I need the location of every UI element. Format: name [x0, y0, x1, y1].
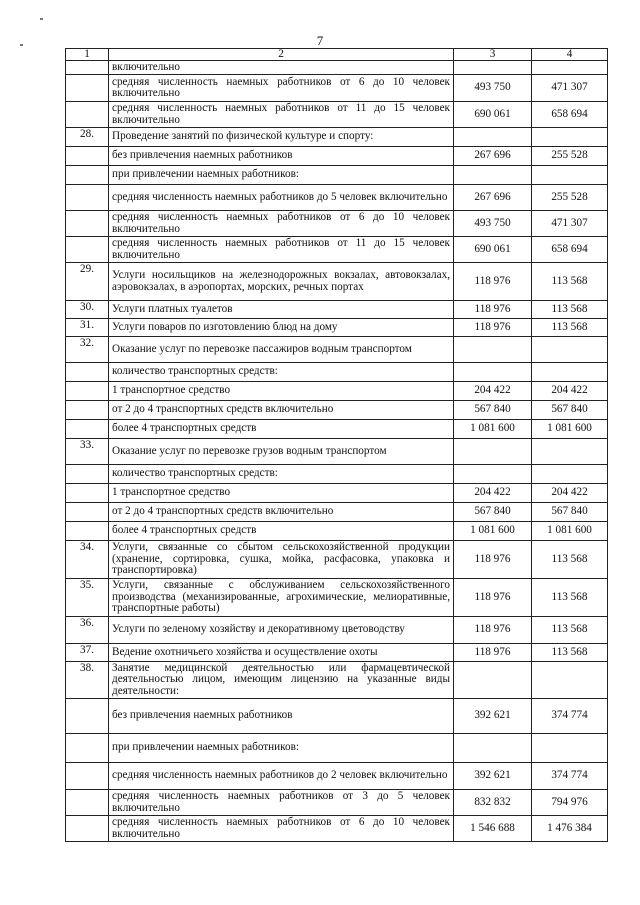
row-description: без привлечения наемных работников: [109, 147, 454, 166]
row-number: 33.: [66, 439, 109, 465]
table-row: [66, 790, 608, 816]
row-description: количество транспортных средств:: [109, 465, 454, 484]
table-row: [66, 522, 608, 541]
row-number: 31.: [66, 319, 109, 337]
row-description: средняя численность наемных работников до 5 человек включительно: [109, 185, 454, 211]
tax-rates-table: [65, 48, 608, 842]
row-number: [66, 816, 109, 842]
value-col4: 794 976: [532, 790, 608, 816]
page-number: 7: [316, 33, 324, 48]
value-col4: 113 568: [532, 644, 608, 662]
table-row: [66, 128, 608, 147]
row-description: Услуги, связанные со сбытом сельскохозяйственной продукции (хранение, сортировка, сушка, мойка, расфасовка, упаковка и транспортировка): [109, 541, 454, 579]
row-number: [66, 61, 109, 75]
row-description: при привлечении наемных работников:: [109, 166, 454, 185]
table-row: [66, 484, 608, 503]
row-description: средняя численность наемных работников до 2 человек включительно: [109, 763, 454, 790]
value-col3: 493 750: [454, 211, 532, 237]
row-number: [66, 382, 109, 401]
value-col4: 374 774: [532, 699, 608, 734]
value-col3: 392 621: [454, 763, 532, 790]
row-description: 1 транспортное средство: [109, 484, 454, 503]
row-description: от 2 до 4 транспортных средств включительно: [109, 401, 454, 420]
table-row: [66, 420, 608, 439]
row-description: Оказание услуг по перевозке пассажиров водным транспортом: [109, 337, 454, 363]
value-col4: [532, 166, 608, 185]
row-description: более 4 транспортных средств: [109, 420, 454, 439]
table-row: [66, 662, 608, 699]
table-row: [66, 185, 608, 211]
value-col4: [532, 439, 608, 465]
value-col3: 1 546 688: [454, 816, 532, 842]
row-number: [66, 790, 109, 816]
row-number: 35.: [66, 579, 109, 617]
table-row: [66, 211, 608, 237]
row-description: включительно: [109, 61, 454, 75]
row-number: [66, 102, 109, 128]
value-col3: 392 621: [454, 699, 532, 734]
row-number: [66, 401, 109, 420]
row-description: количество транспортных средств:: [109, 363, 454, 382]
value-col3: 267 696: [454, 147, 532, 166]
row-number: [66, 420, 109, 439]
value-col3: [454, 363, 532, 382]
table-row: [66, 382, 608, 401]
table-row: [66, 816, 608, 842]
value-col3: 567 840: [454, 401, 532, 420]
row-number: [66, 699, 109, 734]
header-cell: 4: [532, 49, 608, 61]
value-col4: [532, 337, 608, 363]
header-row: [66, 49, 608, 61]
table-row: [66, 147, 608, 166]
row-number: [66, 185, 109, 211]
value-col4: 113 568: [532, 617, 608, 644]
row-number: [66, 522, 109, 541]
value-col3: 118 976: [454, 301, 532, 319]
row-description: Услуги поваров по изготовлению блюд на дому: [109, 319, 454, 337]
value-col4: 113 568: [532, 263, 608, 301]
value-col3: [454, 128, 532, 147]
value-col4: [532, 363, 608, 382]
row-number: [66, 211, 109, 237]
value-col3: 118 976: [454, 263, 532, 301]
value-col3: 1 081 600: [454, 420, 532, 439]
row-number: 36.: [66, 617, 109, 644]
header-cell: 1: [66, 49, 109, 61]
value-col4: 113 568: [532, 301, 608, 319]
value-col3: 690 061: [454, 237, 532, 263]
row-number: [66, 734, 109, 763]
table-row: [66, 579, 608, 617]
table-row: [66, 102, 608, 128]
row-number: [66, 237, 109, 263]
value-col4: 255 528: [532, 185, 608, 211]
value-col4: 255 528: [532, 147, 608, 166]
row-number: [66, 763, 109, 790]
row-description: Занятие медицинской деятельностью или фармацевтической деятельностью лицом, имеющим лицензию на указанные виды деятельности:: [109, 662, 454, 699]
value-col3: 267 696: [454, 185, 532, 211]
table-row: [66, 301, 608, 319]
value-col4: [532, 662, 608, 699]
table-row: [66, 734, 608, 763]
row-description: при привлечении наемных работников:: [109, 734, 454, 763]
value-col4: [532, 734, 608, 763]
value-col3: [454, 662, 532, 699]
row-number: 29.: [66, 263, 109, 301]
header-cell: 3: [454, 49, 532, 61]
table-row: [66, 439, 608, 465]
row-number: 30.: [66, 301, 109, 319]
table-row: [66, 699, 608, 734]
row-number: 38.: [66, 662, 109, 699]
row-description: Услуги платных туалетов: [109, 301, 454, 319]
row-number: [66, 484, 109, 503]
table-row: [66, 617, 608, 644]
row-description: от 2 до 4 транспортных средств включительно: [109, 503, 454, 522]
table-row: [66, 75, 608, 102]
value-col4: 658 694: [532, 102, 608, 128]
value-col3: 204 422: [454, 484, 532, 503]
row-description: более 4 транспортных средств: [109, 522, 454, 541]
scan-speck: [20, 44, 23, 46]
row-number: [66, 75, 109, 102]
value-col4: 113 568: [532, 579, 608, 617]
value-col4: 1 081 600: [532, 420, 608, 439]
table-row: [66, 401, 608, 420]
value-col3: 1 081 600: [454, 522, 532, 541]
row-description: средняя численность наемных работников от 11 до 15 человек включительно: [109, 237, 454, 263]
row-description: средняя численность наемных работников от 11 до 15 человек включительно: [109, 102, 454, 128]
value-col3: [454, 439, 532, 465]
row-number: 28.: [66, 128, 109, 147]
value-col3: 118 976: [454, 319, 532, 337]
value-col4: 1 476 384: [532, 816, 608, 842]
table-row: [66, 263, 608, 301]
row-number: [66, 465, 109, 484]
value-col3: [454, 734, 532, 763]
value-col4: 113 568: [532, 541, 608, 579]
value-col4: 1 081 600: [532, 522, 608, 541]
value-col3: 118 976: [454, 644, 532, 662]
row-description: Услуги, связанные с обслуживанием сельскохозяйственного производства (механизированные, агрохимические, мелиоративные, транспортные работы): [109, 579, 454, 617]
row-number: 32.: [66, 337, 109, 363]
row-description: Оказание услуг по перевозке грузов водным транспортом: [109, 439, 454, 465]
header-cell: 2: [109, 49, 454, 61]
value-col4: 658 694: [532, 237, 608, 263]
row-number: [66, 147, 109, 166]
value-col3: 493 750: [454, 75, 532, 102]
value-col3: 832 832: [454, 790, 532, 816]
value-col4: 471 307: [532, 211, 608, 237]
value-col4: 374 774: [532, 763, 608, 790]
value-col4: 113 568: [532, 319, 608, 337]
table-row: [66, 465, 608, 484]
value-col3: 118 976: [454, 617, 532, 644]
row-number: [66, 503, 109, 522]
row-description: средняя численность наемных работников от 3 до 5 человек включительно: [109, 790, 454, 816]
value-col4: [532, 61, 608, 75]
table-row: [66, 541, 608, 579]
table-row: [66, 503, 608, 522]
value-col4: [532, 465, 608, 484]
value-col3: 690 061: [454, 102, 532, 128]
value-col4: 204 422: [532, 484, 608, 503]
row-description: Ведение охотничьего хозяйства и осуществление охоты: [109, 644, 454, 662]
value-col3: 118 976: [454, 579, 532, 617]
value-col4: 204 422: [532, 382, 608, 401]
scan-speck: [40, 18, 43, 20]
row-description: Услуги носильщиков на железнодорожных вокзалах, автовокзалах, аэровокзалах, в аэропортах, морских, речных портах: [109, 263, 454, 301]
row-number: 34.: [66, 541, 109, 579]
value-col4: 471 307: [532, 75, 608, 102]
row-description: средняя численность наемных работников от 6 до 10 человек включительно: [109, 75, 454, 102]
row-number: [66, 166, 109, 185]
value-col3: [454, 166, 532, 185]
table-row: [66, 644, 608, 662]
value-col4: [532, 128, 608, 147]
row-description: Услуги по зеленому хозяйству и декоративному цветоводству: [109, 617, 454, 644]
table-row: [66, 363, 608, 382]
row-description: 1 транспортное средство: [109, 382, 454, 401]
value-col4: 567 840: [532, 503, 608, 522]
table-row: [66, 763, 608, 790]
row-description: Проведение занятий по физической культуре и спорту:: [109, 128, 454, 147]
table-row: [66, 337, 608, 363]
value-col3: 204 422: [454, 382, 532, 401]
value-col3: 567 840: [454, 503, 532, 522]
value-col3: [454, 465, 532, 484]
table-row: [66, 61, 608, 75]
row-description: средняя численность наемных работников от 6 до 10 человек включительно: [109, 816, 454, 842]
value-col3: 118 976: [454, 541, 532, 579]
row-description: средняя численность наемных работников от 6 до 10 человек включительно: [109, 211, 454, 237]
value-col3: [454, 337, 532, 363]
row-description: без привлечения наемных работников: [109, 699, 454, 734]
value-col3: [454, 61, 532, 75]
table-row: [66, 319, 608, 337]
value-col4: 567 840: [532, 401, 608, 420]
table-row: [66, 237, 608, 263]
table-row: [66, 166, 608, 185]
row-number: 37.: [66, 644, 109, 662]
row-number: [66, 363, 109, 382]
